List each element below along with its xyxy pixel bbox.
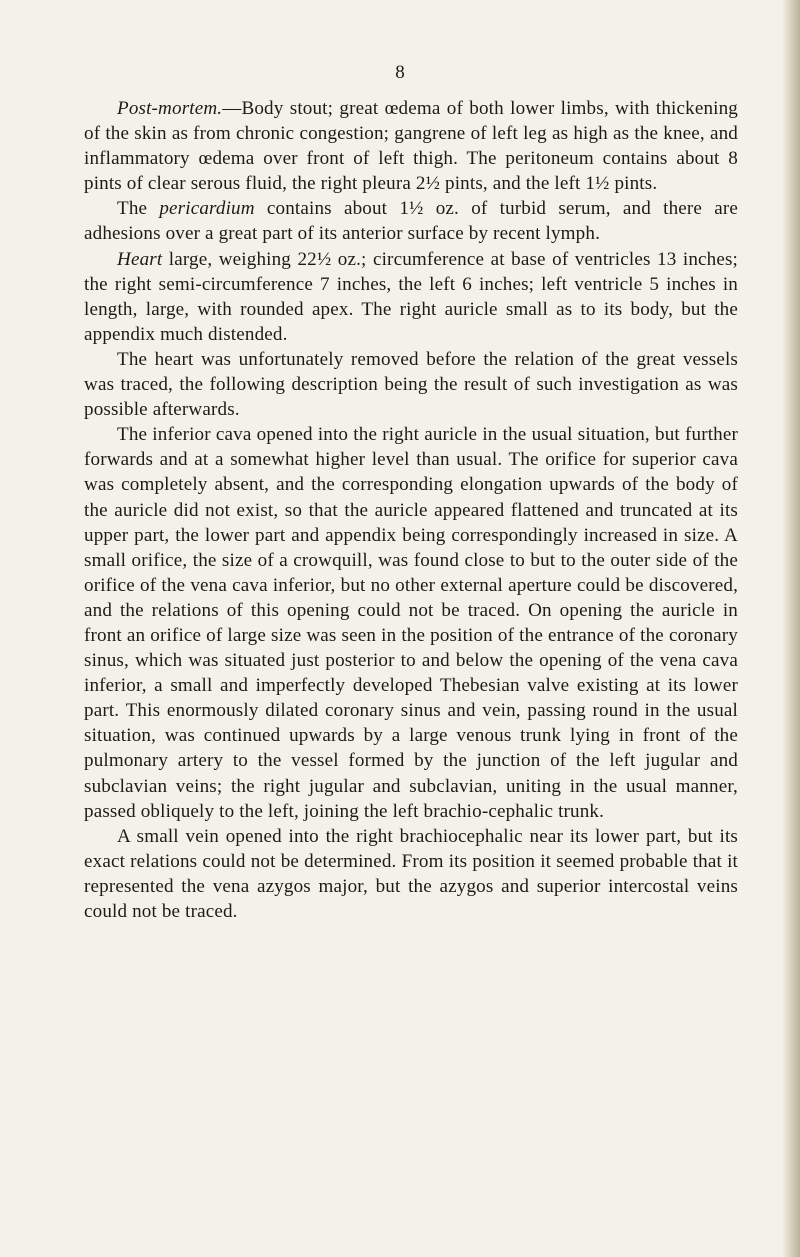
post-mortem-heading: Post-mortem.	[117, 98, 223, 119]
paragraph-heart-removed: The heart was unfortunately removed before the relation of the great vessels was traced, the following description being the result of such investigation as was possible afterwards.	[84, 348, 738, 421]
pericardium-text: contains about 1½ oz. of turbid serum, and there are adhesions over a great part of its anterior surface by recent lymph.	[84, 198, 738, 245]
paragraph-small-vein: A small vein opened into the right brachiocephalic near its lower part, but its exact relations could not be determined. From its position it seemed probable that it represented the vena azygos major, but the azygos and superior intercostal veins could not be traced.	[84, 825, 738, 922]
heart-heading: Heart	[117, 248, 163, 270]
heart-text: large, weighing 22½ oz.; circumference at base of ventricles 13 inches; the right semi-circumference 7 inches, the left 6 inches; left ventricle 5 inches in length, large, with rounded apex. The right auricle small as to its body, but the appendix much distended.	[84, 248, 738, 345]
body-text	[84, 96, 738, 924]
post-mortem-text: —Body stout; great œdema of both lower limbs, with thickening of the skin as from chronic congestion; gangrene of left leg as high as the knee, and inflammatory œdema over front of left thigh. The peritoneum contains about 8 pints of clear serous fluid, the right pleura 2½ pints, and the left 1½ pints.	[84, 98, 738, 195]
paragraph-heart	[84, 247, 738, 347]
paragraph-pericardium	[84, 196, 738, 246]
pericardium-prefix: The	[117, 198, 160, 220]
paragraph-post-mortem	[84, 96, 738, 196]
page-edge-shadow	[782, 0, 800, 1257]
paragraph-inferior-cava: The inferior cava opened into the right auricle in the usual situation, but further forwards and at a somewhat higher level than usual. The orifice for superior cava was completely absent, and the corresponding elongation upwards of the body of the auricle did not exist, so that the auricle appeared flattened and truncated at its upper part, the lower part and appendix being correspondingly increased in size. A small orifice, the size of a crowquill, was found close to but to the outer side of the orifice of the vena cava inferior, but no other external aperture could be discovered, and the relations of this opening could not be traced. On opening the auricle in front an orifice of large size was seen in the position of the entrance of the coronary sinus, which was situated just posterior to and below the opening of the vena cava inferior, a small and imperfectly developed Thebesian valve existing at its lower part. This enormously dilated coronary sinus and vein, passing round in the usual situation, was continued upwards by a large venous trunk lying in front of the pulmonary artery to the vessel formed by the junction of the left jugular and subclavian veins; the right jugular and subclavian, uniting in the usual manner, passed obliquely to the left, joining the left brachio-cephalic trunk.	[84, 424, 738, 822]
pericardium-heading: pericardium	[159, 198, 255, 220]
page-number: 8	[395, 62, 405, 83]
